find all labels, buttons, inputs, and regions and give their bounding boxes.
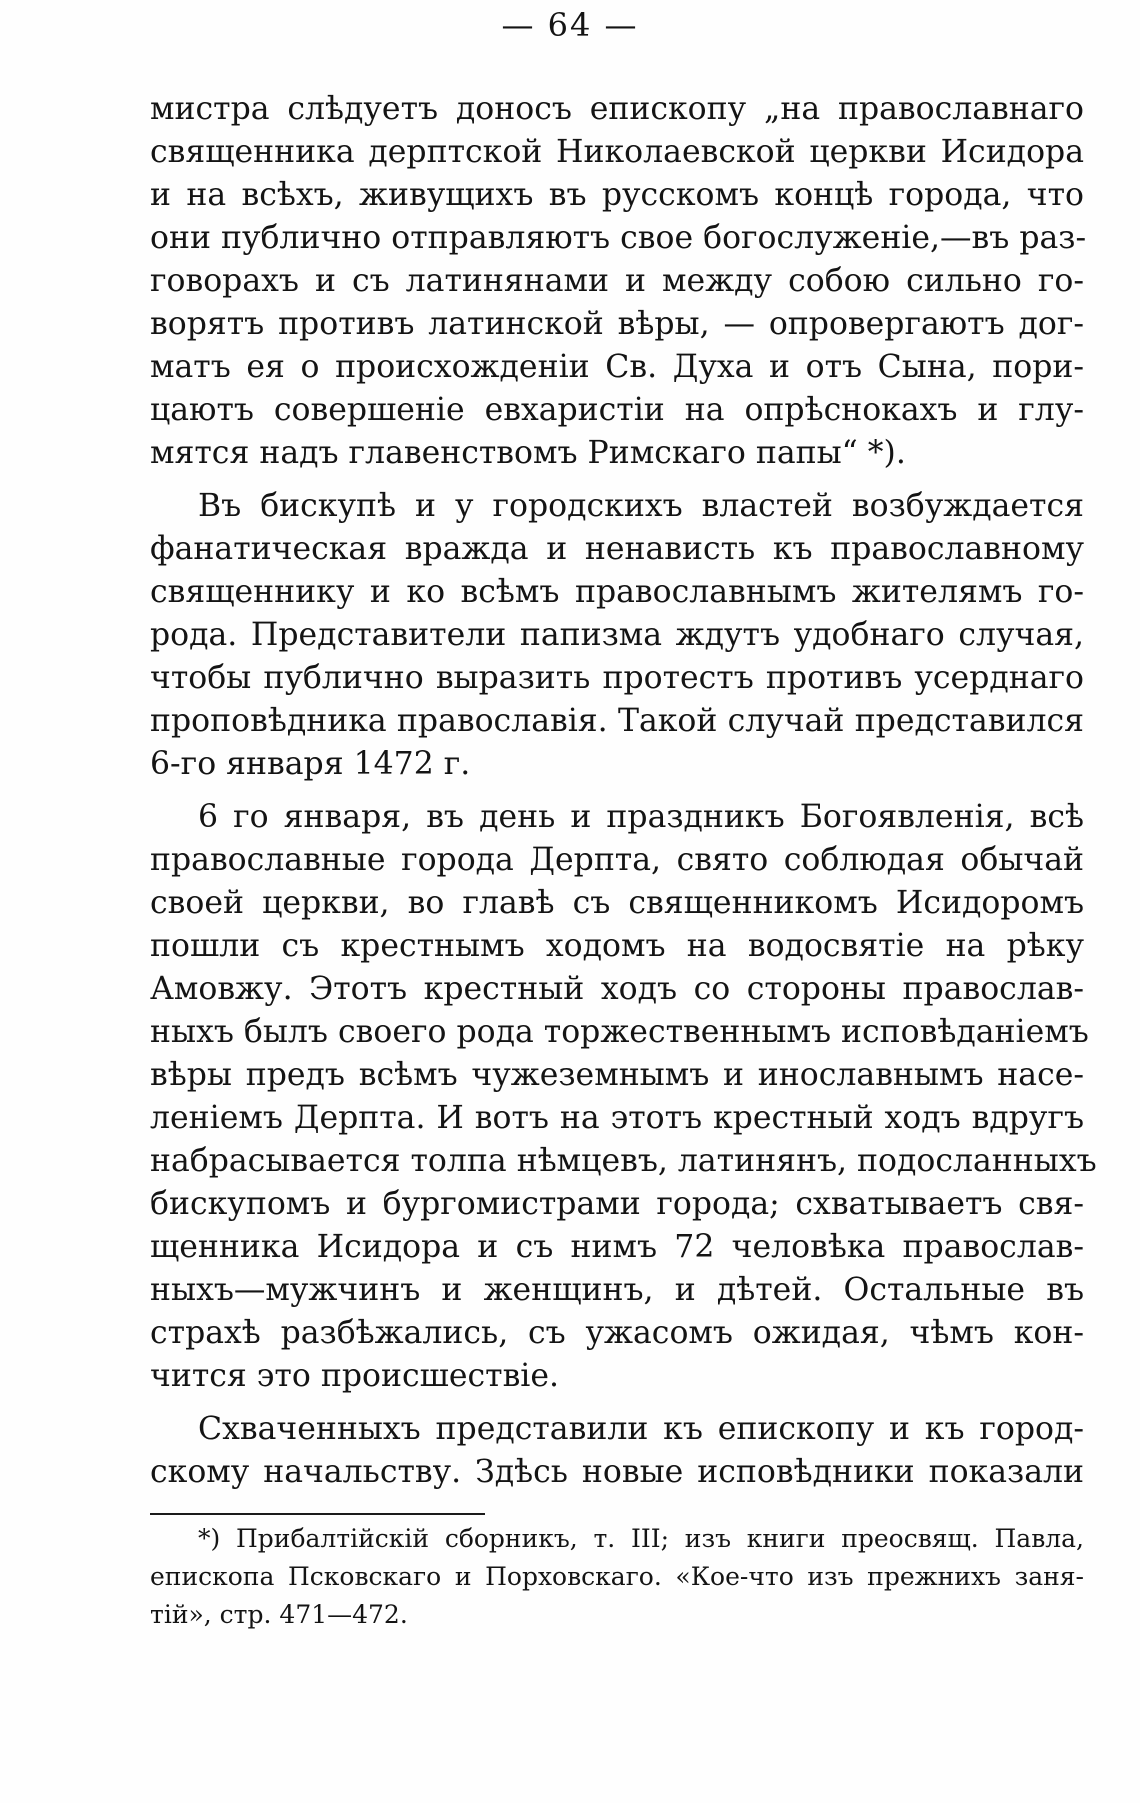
text-line: мятся надъ главенствомъ Римскаго папы“ *). bbox=[150, 435, 906, 471]
paragraph-4 bbox=[150, 1408, 1084, 1494]
text-line: пошли съ крестнымъ ходомъ на водосвятіе на рѣку bbox=[150, 928, 1084, 964]
text-line: бискупомъ и бургомистрами города; схватываетъ свя- bbox=[150, 1186, 1084, 1222]
text-line: чтобы публично выразить протестъ противъ усерднаго bbox=[150, 660, 1084, 696]
text-line: леніемъ Дерпта. И вотъ на этотъ крестный ходъ вдругъ bbox=[150, 1100, 1084, 1136]
text-line: мистра слѣдуетъ доносъ епископу „на православнаго bbox=[150, 91, 1084, 127]
text-line: говорахъ и съ латинянами и между собою сильно го- bbox=[150, 263, 1084, 299]
text-line: Въ бискупѣ и у городскихъ властей возбуждается bbox=[198, 488, 1084, 524]
text-line: щенника Исидора и съ нимъ 72 человѣка православ- bbox=[150, 1229, 1084, 1265]
page-number: — 64 — bbox=[501, 6, 639, 44]
text-line: скому начальству. Здѣсь новые исповѣдники показали bbox=[150, 1454, 1084, 1490]
text-line: матъ ея о происхожденіи Св. Духа и отъ Сына, пори- bbox=[150, 349, 1084, 385]
text-line: рода. Представители папизма ждутъ удобнаго случая, bbox=[150, 617, 1084, 653]
footnote-divider bbox=[150, 1513, 485, 1515]
footnote-line: епископа Псковскаго и Порховскаго. «Кое-что изъ прежнихъ заня- bbox=[150, 1562, 1084, 1591]
paragraph-3 bbox=[150, 796, 1097, 1398]
text-line: они публично отправляютъ свое богослуженіе,—въ раз- bbox=[150, 220, 1087, 256]
text-line: вѣры предъ всѣмъ чужеземнымъ и инославнымъ насе- bbox=[150, 1057, 1084, 1093]
text-line: чится это происшествіе. bbox=[150, 1358, 560, 1394]
text-line: православные города Дерпта, свято соблюдая обычай bbox=[150, 842, 1084, 878]
text-line: цаютъ совершеніе евхаристіи на опрѣснокахъ и глу- bbox=[150, 392, 1084, 428]
text-line: проповѣдника православія. Такой случай представился bbox=[150, 703, 1084, 739]
text-line: 6-го января 1472 г. bbox=[150, 746, 471, 782]
text-line: Амовжу. Этотъ крестный ходъ со стороны православ- bbox=[150, 971, 1084, 1007]
text-line: 6 го января, въ день и праздникъ Богоявленія, всѣ bbox=[198, 799, 1084, 835]
text-line: ныхъ—мужчинъ и женщинъ, и дѣтей. Остальные въ bbox=[150, 1272, 1084, 1308]
text-line: священнику и ко всѣмъ православнымъ жителямъ го- bbox=[150, 574, 1084, 610]
text-line: фанатическая вражда и ненависть къ православному bbox=[150, 531, 1084, 567]
text-line: своей церкви, во главѣ съ священникомъ Исидоромъ bbox=[150, 885, 1084, 921]
footnote bbox=[150, 1520, 1084, 1634]
text-line: ныхъ былъ своего рода торжественнымъ исповѣданіемъ bbox=[150, 1014, 1089, 1050]
text-line: и на всѣхъ, живущихъ въ русскомъ концѣ города, что bbox=[150, 177, 1084, 213]
text-line: священника дерптской Николаевской церкви Исидора bbox=[150, 134, 1084, 170]
body-text bbox=[150, 88, 1097, 1494]
footnote-line: *) Прибалтійскій сборникъ, т. III; изъ книги преосвящ. Павла, bbox=[198, 1524, 1084, 1553]
footnote-line: тій», стр. 471—472. bbox=[150, 1600, 408, 1629]
text-line: страхѣ разбѣжались, съ ужасомъ ожидая, чѣмъ кон- bbox=[150, 1315, 1084, 1351]
text-line: Схваченныхъ представили къ епископу и къ город- bbox=[198, 1411, 1084, 1447]
paragraph-2 bbox=[150, 485, 1084, 786]
text-line: набрасывается толпа нѣмцевъ, латинянъ, подосланныхъ bbox=[150, 1143, 1097, 1179]
text-line: ворятъ противъ латинской вѣры, — опровергаютъ дог- bbox=[150, 306, 1084, 342]
paragraph-1 bbox=[150, 88, 1087, 475]
